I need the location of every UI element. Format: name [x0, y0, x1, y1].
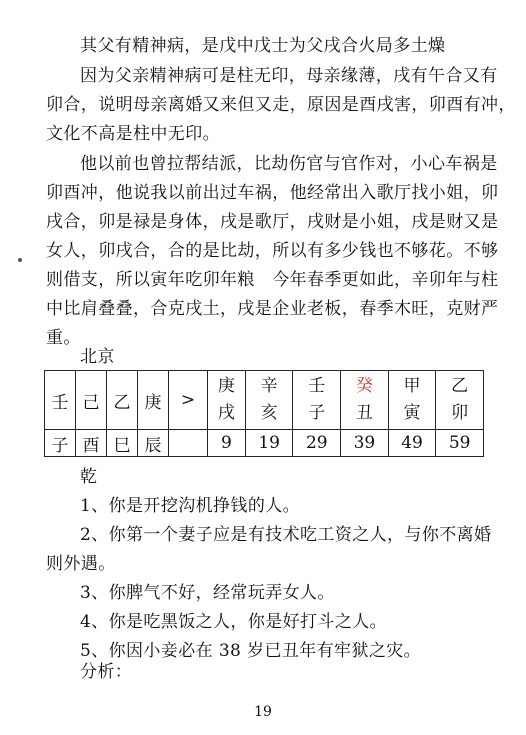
dayun-branch: 戌 — [217, 403, 235, 423]
hour-stem: 庚 — [138, 371, 169, 430]
text-line: 女人，卯戌合，合的是比劫，所以有多少钱也不够花。不够 — [46, 241, 499, 261]
dayun-branch: 子 — [308, 403, 326, 423]
dayun-cell — [245, 371, 293, 430]
month-stem: 己 — [76, 371, 107, 430]
month-branch: 酉 — [76, 430, 107, 457]
dayun-stem: 癸 — [355, 376, 373, 396]
hour-branch: 辰 — [138, 430, 169, 457]
text-line: 其父有精神病，是戊中戊士为父戌合火局多土燥 — [80, 36, 446, 56]
arrow-blank — [169, 430, 208, 457]
dayun-age: 9 — [208, 430, 246, 457]
text-line: 卯酉冲，他说我以前出过车祸，他经常出入歌厅找小姐，卯 — [46, 183, 499, 203]
text-line: 他以前也曾拉帮结派，比劫伤官与官作对，小心车祸是 — [80, 154, 498, 174]
text-line: 重。 — [46, 328, 81, 348]
dayun-cell — [208, 371, 246, 430]
dayun-branch: 寅 — [403, 403, 421, 423]
dayun-stem: 乙 — [451, 376, 469, 396]
dayun-age: 49 — [388, 430, 436, 457]
year-branch: 子 — [45, 430, 76, 457]
dayun-cell — [341, 371, 389, 430]
dayun-branch: 卯 — [451, 403, 469, 423]
dayun-age: 59 — [436, 430, 484, 457]
page-number: 19 — [254, 704, 272, 720]
dayun-branch: 亥 — [260, 403, 278, 423]
dayun-age: 29 — [293, 430, 341, 457]
bazi-chart-table — [44, 370, 484, 457]
prediction-item: 2、你第一个妻子应是有技术吃工资之人，与你不离婚 — [80, 525, 492, 545]
location-label: 北京 — [80, 347, 115, 367]
dayun-stem: 甲 — [403, 376, 421, 396]
prediction-item: 1、你是开挖沟机挣钱的人。 — [80, 496, 301, 516]
prediction-item: 5、你因小妾必在 38 岁已丑年有牢狱之灾。 — [80, 641, 422, 661]
text-line: 中比肩叠叠，合克戌土，戌是企业老板，春季木旺，克财严 — [46, 299, 499, 319]
gender-label: 乾 — [80, 467, 98, 487]
dayun-age: 19 — [245, 430, 293, 457]
luck-arrow: > — [169, 371, 208, 430]
prediction-item-cont: 则外遇。 — [46, 554, 116, 574]
day-stem: 乙 — [107, 371, 138, 430]
text-line: 文化不高是柱中无印。 — [46, 124, 220, 144]
dayun-cell — [436, 371, 484, 430]
prediction-item: 3、你脾气不好，经常玩弄女人。 — [80, 583, 335, 603]
text-line: 因为父亲精神病可是柱无印，母亲缘薄，戌有午合又有 — [80, 66, 498, 86]
dayun-stem: 壬 — [308, 376, 326, 396]
dayun-stem: 庚 — [217, 376, 235, 396]
dayun-stem: 辛 — [260, 376, 278, 396]
dayun-age: 39 — [341, 430, 389, 457]
dayun-branch: 丑 — [355, 403, 373, 423]
text-line: 戌合，卯是禄是身体，戌是歌厅，戌财是小姐，戌是财又是 — [46, 212, 499, 232]
text-line: 则借支，所以寅年吃卯年粮 今年春季更如此，辛卯年与柱 — [46, 270, 499, 290]
year-stem: 壬 — [45, 371, 76, 430]
prediction-item: 4、你是吃黑饭之人，你是好打斗之人。 — [80, 612, 388, 632]
dayun-cell — [293, 371, 341, 430]
dayun-cell — [388, 371, 436, 430]
margin-dot — [18, 258, 22, 262]
analysis-heading: 分析： — [80, 662, 133, 682]
day-branch: 巳 — [107, 430, 138, 457]
text-line: 卯合，说明母亲离婚又来但又走，原因是酉戌害，卯酉有冲， — [46, 95, 516, 115]
